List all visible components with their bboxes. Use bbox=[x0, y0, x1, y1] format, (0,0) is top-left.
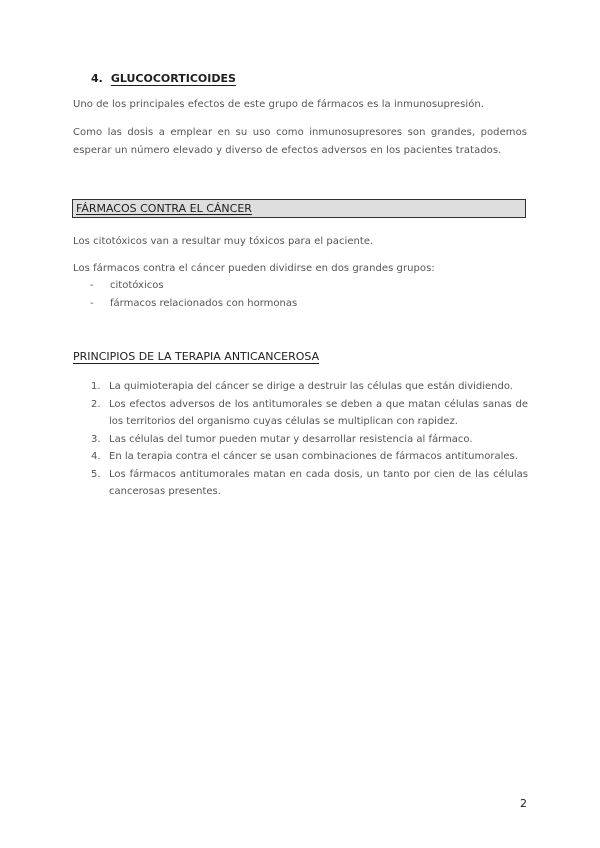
paragraph: Los citotóxicos van a resultar muy tóxicos para el paciente. bbox=[73, 236, 374, 247]
list-item: - fármacos relacionados con hormonas bbox=[90, 295, 490, 313]
paragraph: Uno de los principales efectos de este grupo de fármacos es la inmunosupresión. bbox=[73, 99, 484, 110]
dash-list bbox=[90, 277, 490, 313]
boxed-section-heading bbox=[72, 199, 526, 218]
list-text: Las células del tumor pueden mutar y desarrollar resistencia al fármaco. bbox=[109, 433, 473, 445]
list-text: Los efectos adversos de los antitumorales se deben a que matan células sanas de los territorios del organismo cuyas células se multiplican con rapidez. bbox=[109, 398, 528, 427]
section-title: PRINCIPIOS DE LA TERAPIA ANTICANCEROSA bbox=[73, 350, 320, 363]
list-text: En la terapia contra el cáncer se usan combinaciones de fármacos antitumorales. bbox=[109, 451, 518, 462]
paragraph: Como las dosis a emplear en su uso como inmunosupresores son grandes, podemos esperar un número elevado y diverso de efectos adversos en los pacientes tratados. bbox=[73, 127, 527, 156]
list-text: La quimioterapia del cáncer se dirige a destruir las células que están dividiendo. bbox=[109, 381, 513, 392]
paragraph: Los fármacos contra el cáncer pueden dividirse en dos grandes grupos: bbox=[73, 263, 435, 274]
page-number: 2 bbox=[520, 797, 527, 810]
list-item bbox=[91, 378, 528, 396]
list-text: Los fármacos antitumorales matan en cada dosis, un tanto por cien de las células cancerosas presentes. bbox=[109, 468, 528, 497]
section-heading-glucocorticoides bbox=[91, 72, 236, 85]
section-title: GLUCOCORTICOIDES bbox=[110, 72, 236, 85]
list-item bbox=[91, 396, 528, 431]
list-item: - citotóxicos bbox=[90, 277, 490, 295]
list-number: 1. bbox=[91, 381, 101, 392]
numbered-list bbox=[91, 378, 528, 501]
list-number: 3. bbox=[91, 433, 101, 445]
list-number: 5. bbox=[91, 468, 101, 480]
list-item bbox=[91, 448, 528, 466]
list-item bbox=[91, 431, 528, 449]
list-number: 2. bbox=[91, 398, 101, 410]
section-title: FÁRMACOS CONTRA EL CÁNCER bbox=[76, 202, 252, 215]
list-item bbox=[91, 466, 528, 501]
list-number: 4. bbox=[91, 451, 101, 462]
section-number: 4. bbox=[91, 72, 103, 85]
